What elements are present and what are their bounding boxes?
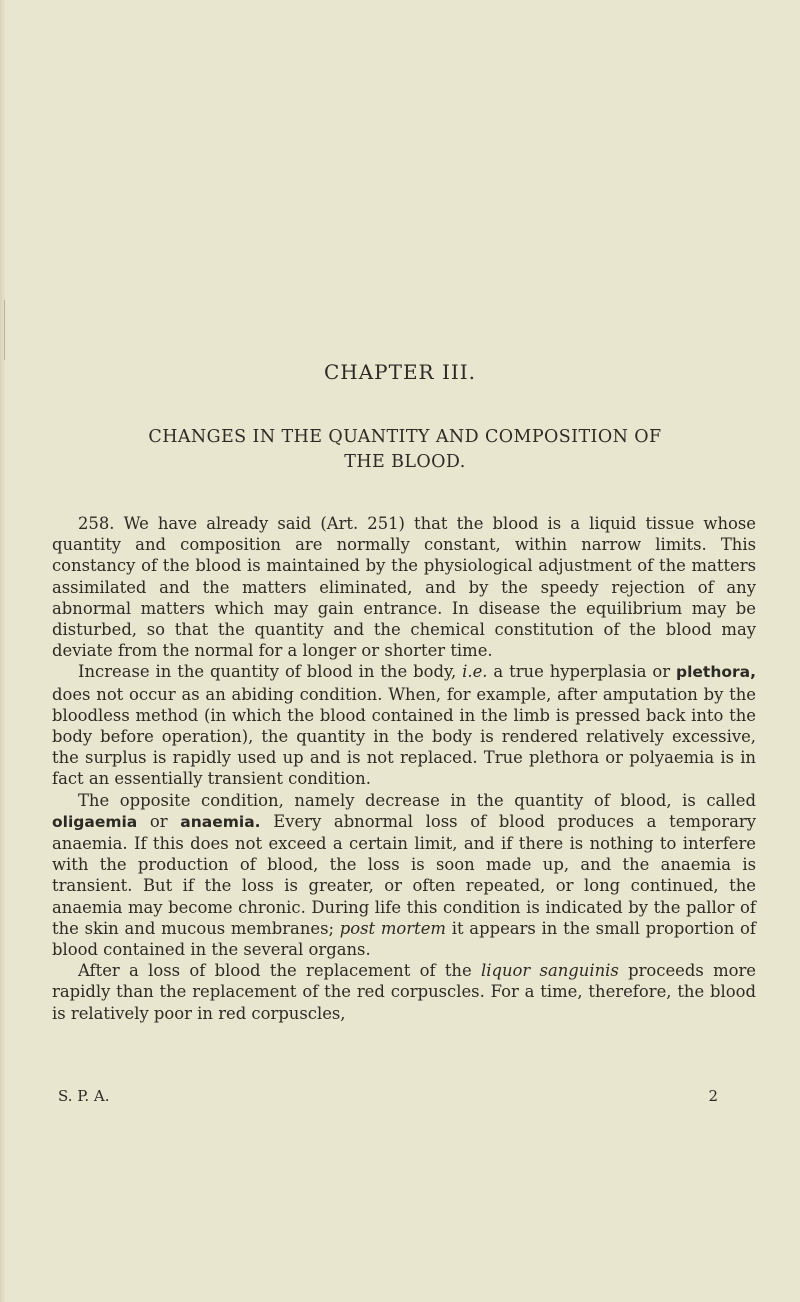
italic-term-liquor-sanguinis: liquor sanguinis <box>481 961 619 981</box>
text-run: proceeds more rapidly than the replacement of the red corpuscles. For a time, therefore, the blood is relatively poor in red corpuscles, <box>52 961 757 1023</box>
body-text <box>52 513 756 1024</box>
paragraph-replacement <box>52 960 756 1024</box>
text-run: or <box>137 811 181 831</box>
paragraph-258: 258. We have already said (Art. 251) that the blood is a liquid tissue whose quantity and composition are normally constant, within narrow limits. This constancy of the blood is maintained by the physiological adjustment of the matters assimilated and the matters eliminated, and by the speedy rejection of any abnormal matters which may gain entrance. In disease the equilibrium may be disturbed, so that the quantity and the chemical constitution of the blood may deviate from the normal for a longer or shorter time. <box>52 514 756 661</box>
heading-line-2: THE BLOOD. <box>344 452 466 472</box>
text-run: Every abnormal loss of blood produces a temporary anaemia. If this does not exceed a certain limit, and if there is nothing to interfere with the production of blood, the loss is soon made up, and the anaemia is transient. But if the loss is greater, or often repeated, or long continued, the anaemia may become chronic. During life this condition is indicated by the pallor of the skin and mucous membranes; <box>52 811 756 938</box>
text-run: After a loss of blood the replacement of the <box>78 961 481 981</box>
bold-term-anaemia: anaemia. <box>180 812 261 831</box>
text-run: Increase in the quantity of blood in the body, <box>78 662 463 682</box>
text-run: a true hyperplasia or <box>487 662 676 682</box>
paragraph-anaemia <box>52 790 756 961</box>
bold-term-oligaemia: oligaemia <box>52 812 138 831</box>
heading-line-1: CHANGES IN THE QUANTITY AND COMPOSITION OF <box>148 427 662 447</box>
gutter-line <box>4 300 5 360</box>
signature-mark: S. P. A. <box>58 1087 110 1105</box>
paragraph-plethora <box>52 661 756 789</box>
chapter-title: CHAPTER III. <box>323 360 477 384</box>
signature-number: 2 <box>708 1087 718 1105</box>
italic-term-post-mortem: post mortem <box>339 918 446 938</box>
bold-term-plethora: plethora, <box>675 663 756 682</box>
page-footer <box>58 1087 718 1105</box>
section-heading <box>52 425 758 475</box>
text-run: it appears in the small proportion of blood contained in the several organs. <box>52 918 756 960</box>
text-run: The opposite condition, namely decrease in the quantity of blood, is called <box>78 790 756 810</box>
page-edge <box>0 0 6 1302</box>
italic-term: i.e. <box>462 662 488 682</box>
text-run: does not occur as an abiding condition. When, for example, after amputation by the bloodless method (in which the blood contained in the limb is pressed back into the body before operation), the quantity in the body is rendered relatively excessive, the surplus is rapidly used up and is not replaced. True plethora or polyaemia is in fact an essentially transient condition. <box>52 684 756 789</box>
